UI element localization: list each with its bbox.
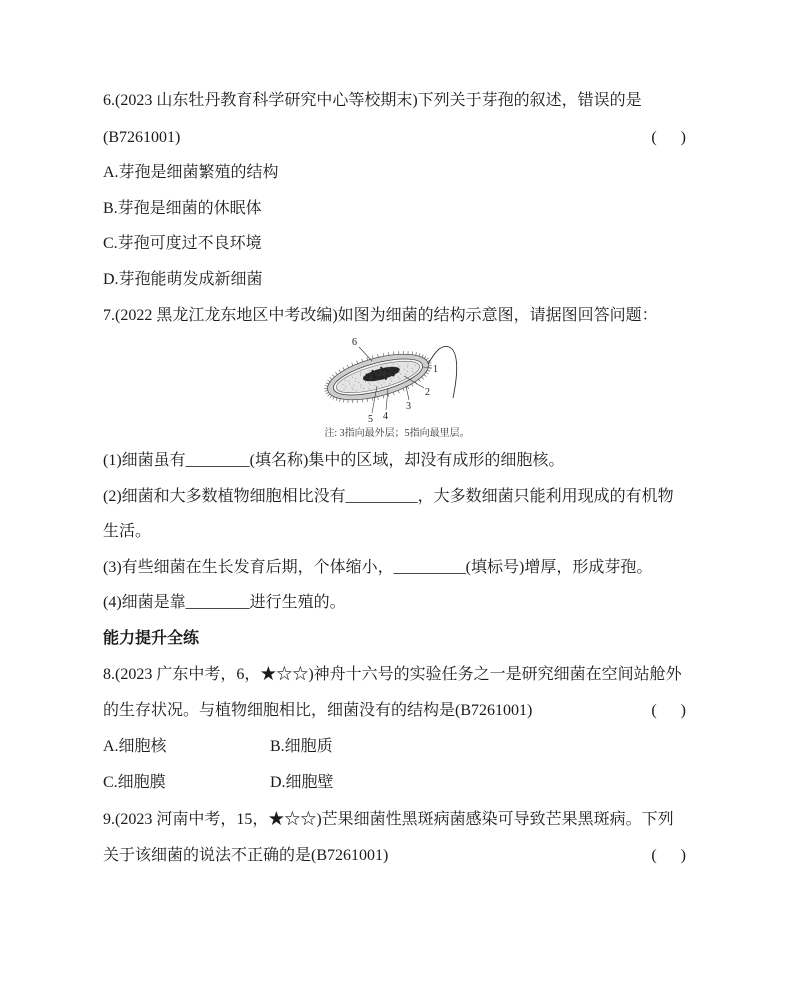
- q7-sub3: (3)有些细菌在生长发育后期，个体缩小，_________(填标号)增厚，形成芽孢。: [103, 559, 653, 576]
- pilus: [407, 351, 409, 354]
- pilus: [367, 357, 368, 360]
- q8-stem-line-2: 的生存状况。与植物细胞相比，细菌没有的结构是(B7261001): [103, 702, 533, 719]
- bacterium-structure-diagram: [322, 334, 460, 424]
- q7-sub1: (1)细菌虽有________(填名称)集中的区域，却没有成形的细胞核。: [103, 452, 565, 469]
- label-1: 1: [433, 364, 438, 375]
- q8-option-a: A.细胞核: [103, 738, 167, 755]
- figure-caption: 注: 3指向最外层；5指向最里层。: [324, 428, 470, 439]
- pilus: [324, 388, 327, 390]
- q8-option-b: B.细胞质: [270, 738, 333, 755]
- pilus: [398, 351, 399, 354]
- pilus: [383, 395, 384, 398]
- q6-option-a: A.芽孢是细菌繁殖的结构: [103, 164, 279, 181]
- q7-stem: 7.(2022 黑龙江龙东地区中考改编)如图为细菌的结构示意图，请据图回答问题：: [103, 307, 658, 324]
- q8-option-c: C.细胞膜: [103, 774, 166, 791]
- pilus: [388, 394, 389, 397]
- pilus: [372, 356, 373, 359]
- pilus: [362, 359, 363, 362]
- pilus: [325, 390, 328, 391]
- q7-sub4: (4)细菌是靠________进行生殖的。: [103, 594, 346, 611]
- q6-stem-line-2: (B7261001): [103, 129, 181, 146]
- q9-answer-bracket: ( ): [651, 847, 686, 864]
- pilus: [428, 365, 431, 367]
- q6-option-d: D.芽孢能萌发成新细菌: [103, 271, 263, 288]
- pilus: [378, 354, 379, 357]
- pilus: [347, 400, 349, 403]
- q7-sub2-line-2: 生活。: [103, 523, 152, 540]
- label-5: 5: [368, 414, 373, 424]
- q9-stem-line-2: 关于该细菌的说法不正确的是(B7261001): [103, 847, 389, 864]
- pilus: [403, 351, 405, 354]
- q6-option-c: C.芽孢可度过不良环境: [103, 235, 262, 252]
- q6-option-b: B.芽孢是细菌的休眠体: [103, 200, 262, 217]
- pilus: [343, 399, 345, 402]
- pilus: [372, 398, 373, 401]
- leader-line-6: [359, 347, 372, 361]
- q6-stem-line-1: 6.(2023 山东牡丹教育科学研究中心等校期末)下列关于芽孢的叙述，错误的是: [103, 92, 642, 109]
- q8-answer-bracket: ( ): [651, 702, 686, 719]
- q9-stem-line-1: 9.(2023 河南中考，15，★☆☆)芒果细菌性黑斑病菌感染可导致芒果黑斑病。下列: [103, 811, 674, 828]
- q7-sub2-line-1: (2)细菌和大多数植物细胞相比没有_________，大多数细菌只能利用现成的有机物: [103, 488, 674, 505]
- pilus: [411, 352, 413, 355]
- pilus: [357, 400, 358, 403]
- pilus: [383, 353, 384, 356]
- label-3: 3: [406, 401, 411, 412]
- bacterium-body: [322, 341, 437, 412]
- q6-answer-bracket: ( ): [651, 129, 686, 146]
- pilus: [393, 392, 394, 395]
- label-6: 6: [352, 337, 357, 348]
- section-heading: 能力提升全练: [103, 630, 200, 647]
- label-2: 2: [425, 387, 430, 398]
- q8-option-d: D.细胞壁: [270, 774, 334, 791]
- pilus: [378, 397, 379, 400]
- label-4: 4: [383, 411, 388, 422]
- q8-stem-line-1: 8.(2023 广东中考，6，★☆☆)神舟十六号的实验任务之一是研究细菌在空间站舱外: [103, 666, 682, 683]
- pilus: [352, 400, 354, 403]
